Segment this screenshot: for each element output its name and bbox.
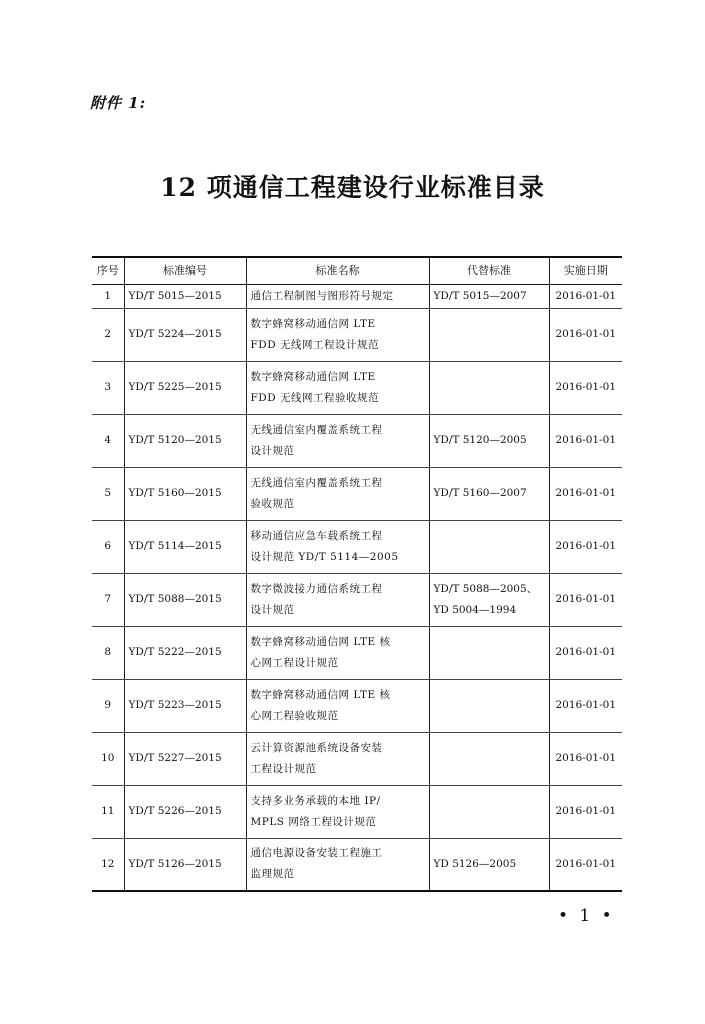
standard-name-line: 数字蜂窝移动通信网 LTE 核: [250, 688, 391, 701]
table-row: [92, 414, 622, 467]
table-row: [92, 785, 622, 838]
row-effective-date: 2016-01-01: [549, 361, 622, 414]
row-standard-code: YD/T 5160—2015: [124, 467, 246, 520]
row-serial: 12: [92, 838, 124, 891]
standard-name-line: 无线通信室内覆盖系统工程: [250, 423, 383, 436]
table-row: [92, 679, 622, 732]
standard-name-line: 数字蜂窝移动通信网 LTE 核: [250, 635, 391, 648]
row-serial: 4: [92, 414, 124, 467]
standards-table: [92, 256, 622, 892]
table-row: [92, 284, 622, 308]
header-name: 标准名称: [246, 257, 429, 284]
standard-name-line: 云计算资源池系统设备安装: [250, 741, 383, 754]
row-replaces: [429, 838, 549, 891]
row-serial: 6: [92, 520, 124, 573]
standard-name-line: FDD 无线网工程设计规范: [250, 338, 379, 351]
row-serial: 5: [92, 467, 124, 520]
row-effective-date: 2016-01-01: [549, 414, 622, 467]
row-replaces: [429, 573, 549, 626]
standard-name-line: 心网工程设计规范: [250, 656, 339, 669]
row-standard-name: [246, 361, 429, 414]
row-replaces: [429, 414, 549, 467]
header-replaces: 代替标准: [429, 257, 549, 284]
row-standard-name: [246, 732, 429, 785]
table-row: [92, 520, 622, 573]
row-replaces: [429, 520, 549, 573]
table-row: [92, 732, 622, 785]
row-effective-date: 2016-01-01: [549, 626, 622, 679]
row-standard-name: [246, 520, 429, 573]
row-serial: 7: [92, 573, 124, 626]
row-standard-code: YD/T 5224—2015: [124, 308, 246, 361]
row-effective-date: 2016-01-01: [549, 838, 622, 891]
row-effective-date: 2016-01-01: [549, 467, 622, 520]
row-effective-date: 2016-01-01: [549, 732, 622, 785]
row-standard-code: YD/T 5120—2015: [124, 414, 246, 467]
row-standard-code: YD/T 5225—2015: [124, 361, 246, 414]
row-effective-date: 2016-01-01: [549, 308, 622, 361]
table-row: [92, 467, 622, 520]
row-effective-date: 2016-01-01: [549, 573, 622, 626]
table-body: [92, 284, 622, 891]
row-standard-name: [246, 573, 429, 626]
row-standard-code: YD/T 5222—2015: [124, 626, 246, 679]
standard-name-line: 设计规范: [250, 444, 295, 457]
standard-name-line: 数字微波接力通信系统工程: [250, 582, 383, 595]
standard-name-line: 工程设计规范: [250, 762, 317, 775]
row-standard-name: [246, 626, 429, 679]
row-standard-name: [246, 679, 429, 732]
replaces-line: YD/T 5160—2007: [433, 487, 527, 499]
row-serial: 1: [92, 284, 124, 308]
row-standard-name: [246, 284, 429, 308]
standard-name-line: 数字蜂窝移动通信网 LTE: [250, 370, 376, 383]
standard-name-line: MPLS 网络工程设计规范: [250, 815, 377, 828]
row-standard-code: YD/T 5223—2015: [124, 679, 246, 732]
row-replaces: [429, 679, 549, 732]
row-effective-date: 2016-01-01: [549, 284, 622, 308]
standard-name-line: 支持多业务承载的本地 IP/: [250, 794, 381, 807]
header-code: 标准编号: [124, 257, 246, 284]
row-replaces: [429, 626, 549, 679]
standard-name-line: 设计规范: [250, 603, 295, 616]
page-number: • 1 •: [558, 906, 615, 926]
replaces-line: YD/T 5015—2007: [433, 289, 527, 302]
document-title: 12 项通信工程建设行业标准目录: [160, 173, 545, 202]
row-standard-code: YD/T 5114—2015: [124, 520, 246, 573]
standard-name-line: FDD 无线网工程验收规范: [250, 391, 379, 404]
replaces-line: YD/T 5088—2005、: [433, 582, 538, 595]
row-replaces: [429, 732, 549, 785]
row-effective-date: 2016-01-01: [549, 520, 622, 573]
standard-name-line: 验收规范: [250, 497, 295, 510]
table-header-row: [92, 257, 622, 284]
row-serial: 9: [92, 679, 124, 732]
row-standard-name: [246, 785, 429, 838]
replaces-line: YD 5004—1994: [433, 603, 517, 616]
table-row: [92, 308, 622, 361]
standard-name-line: 数字蜂窝移动通信网 LTE: [250, 317, 376, 330]
row-standard-code: YD/T 5015—2015: [124, 284, 246, 308]
row-replaces: [429, 361, 549, 414]
standard-name-line: 监理规范: [250, 868, 295, 881]
row-serial: 11: [92, 785, 124, 838]
row-standard-name: [246, 414, 429, 467]
row-replaces: [429, 308, 549, 361]
row-standard-name: [246, 308, 429, 361]
row-serial: 10: [92, 732, 124, 785]
standard-name-line: 移动通信应急车载系统工程: [250, 529, 383, 542]
standard-name-line: 设计规范 YD/T 5114—2005: [250, 550, 399, 563]
row-standard-code: YD/T 5226—2015: [124, 785, 246, 838]
standard-name-line: 无线通信室内覆盖系统工程: [250, 476, 383, 489]
table-row: [92, 573, 622, 626]
header-serial: 序号: [92, 257, 124, 284]
row-replaces: [429, 785, 549, 838]
row-replaces: [429, 284, 549, 308]
annex-label: 附件 1:: [90, 94, 147, 112]
row-standard-code: YD/T 5126—2015: [124, 838, 246, 891]
standard-name-line: 通信电源设备安装工程施工: [250, 847, 383, 860]
row-effective-date: 2016-01-01: [549, 785, 622, 838]
row-effective-date: 2016-01-01: [549, 679, 622, 732]
header-date: 实施日期: [549, 257, 622, 284]
table-row: [92, 626, 622, 679]
standard-name-line: 心网工程验收规范: [250, 709, 339, 722]
row-serial: 2: [92, 308, 124, 361]
row-serial: 3: [92, 361, 124, 414]
row-standard-code: YD/T 5227—2015: [124, 732, 246, 785]
table-row: [92, 838, 622, 891]
standard-name-line: 通信工程制图与图形符号规定: [250, 289, 394, 302]
replaces-line: YD/T 5120—2005: [433, 434, 527, 446]
row-serial: 8: [92, 626, 124, 679]
replaces-line: YD 5126—2005: [433, 857, 517, 870]
row-standard-name: [246, 838, 429, 891]
row-standard-name: [246, 467, 429, 520]
row-replaces: [429, 467, 549, 520]
table-row: [92, 361, 622, 414]
row-standard-code: YD/T 5088—2015: [124, 573, 246, 626]
